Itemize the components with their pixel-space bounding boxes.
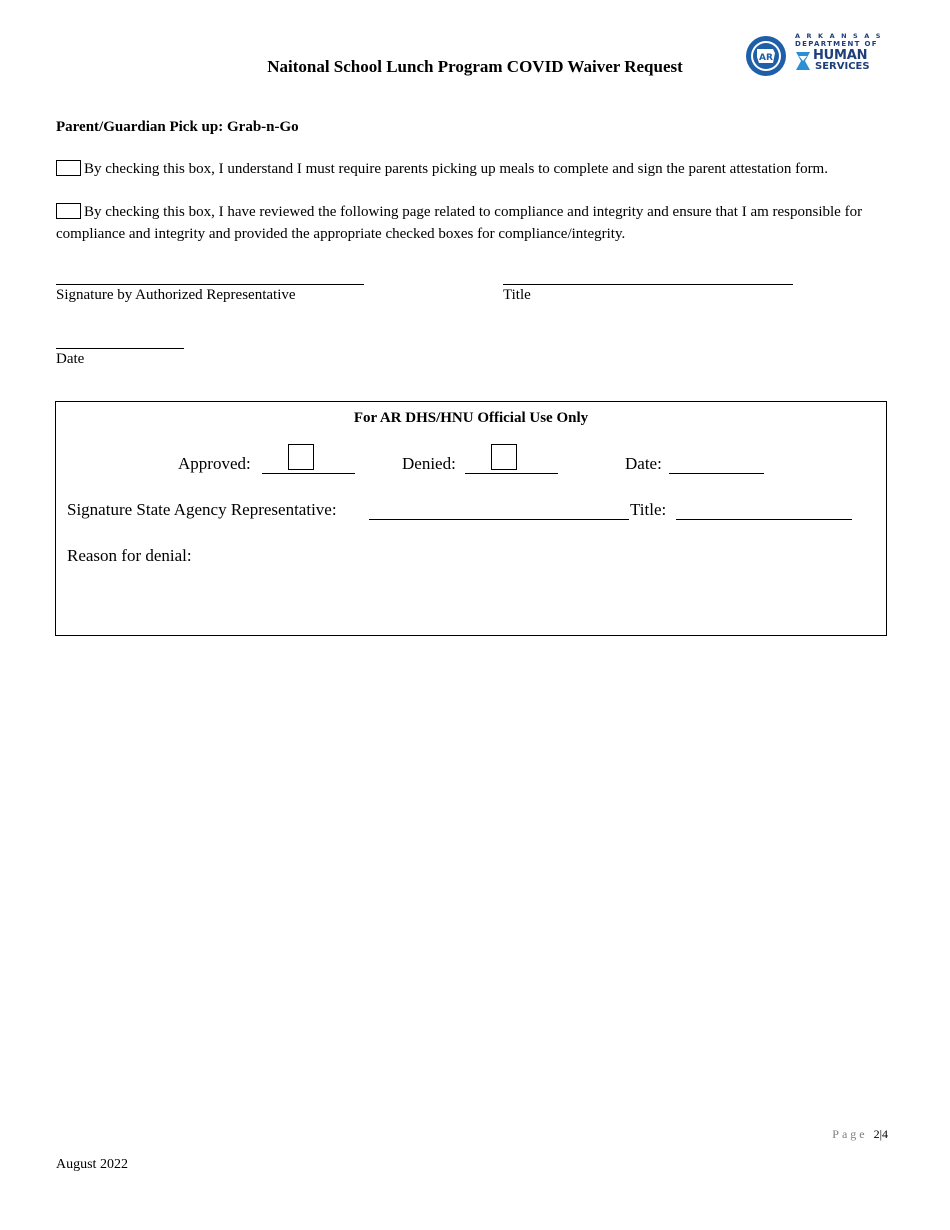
official-date-line[interactable] bbox=[669, 473, 764, 474]
logo-line-department: DEPARTMENT OF bbox=[795, 39, 878, 48]
attestation-text-1: By checking this box, I understand I must require parents picking up meals to complete and sign the parent attestation form. bbox=[84, 161, 828, 177]
state-title-line[interactable] bbox=[676, 519, 852, 520]
page-word: Page bbox=[832, 1127, 868, 1141]
logo-line-human: HUMAN bbox=[813, 47, 868, 63]
logo-line-arkansas: ARKANSAS bbox=[795, 32, 887, 40]
attestation-paragraph-2 bbox=[56, 201, 896, 245]
reason-label: Reason for denial: bbox=[67, 546, 192, 565]
page-current: 2 bbox=[873, 1127, 880, 1141]
state-signature-line[interactable] bbox=[369, 519, 629, 520]
attestation-text-2: By checking this box, I have reviewed the following page related to compliance and integrity and ensure that I am responsible for compliance and integrity and provided the appropriate checked boxes for compliance/integrity. bbox=[56, 204, 863, 242]
title-label: Title bbox=[503, 287, 531, 303]
footer-date: August 2022 bbox=[56, 1157, 128, 1172]
title-line[interactable] bbox=[503, 284, 793, 285]
document-title: Naitonal School Lunch Program COVID Waiver Request bbox=[267, 57, 683, 76]
official-heading: For AR DHS/HNU Official Use Only bbox=[353, 410, 589, 426]
official-date-label: Date: bbox=[625, 454, 662, 473]
state-title-label: Title: bbox=[630, 500, 667, 519]
page-total: 4 bbox=[882, 1127, 888, 1141]
approved-line bbox=[262, 473, 355, 474]
date-label: Date bbox=[56, 351, 85, 367]
state-seal-icon bbox=[745, 35, 787, 77]
dhs-logo bbox=[745, 33, 885, 79]
denied-checkbox[interactable] bbox=[491, 444, 517, 470]
attestation-checkbox-1[interactable] bbox=[56, 160, 81, 176]
date-line[interactable] bbox=[56, 348, 184, 349]
state-signature-label: Signature State Agency Representative: bbox=[67, 500, 337, 519]
approved-label: Approved: bbox=[178, 454, 251, 473]
attestation-paragraph-1 bbox=[56, 158, 896, 180]
section-heading: Parent/Guardian Pick up: Grab-n-Go bbox=[56, 119, 299, 135]
seal-text: AR bbox=[759, 53, 773, 63]
page-number: Page 2|4 bbox=[832, 1127, 888, 1141]
logo-line-services: SERVICES bbox=[815, 60, 870, 72]
denied-label: Denied: bbox=[402, 454, 456, 473]
attestation-checkbox-2[interactable] bbox=[56, 203, 81, 219]
denied-line bbox=[465, 473, 558, 474]
approved-checkbox[interactable] bbox=[288, 444, 314, 470]
official-use-box bbox=[55, 401, 887, 636]
signature-label: Signature by Authorized Representative bbox=[56, 287, 296, 303]
signature-line[interactable] bbox=[56, 284, 364, 285]
